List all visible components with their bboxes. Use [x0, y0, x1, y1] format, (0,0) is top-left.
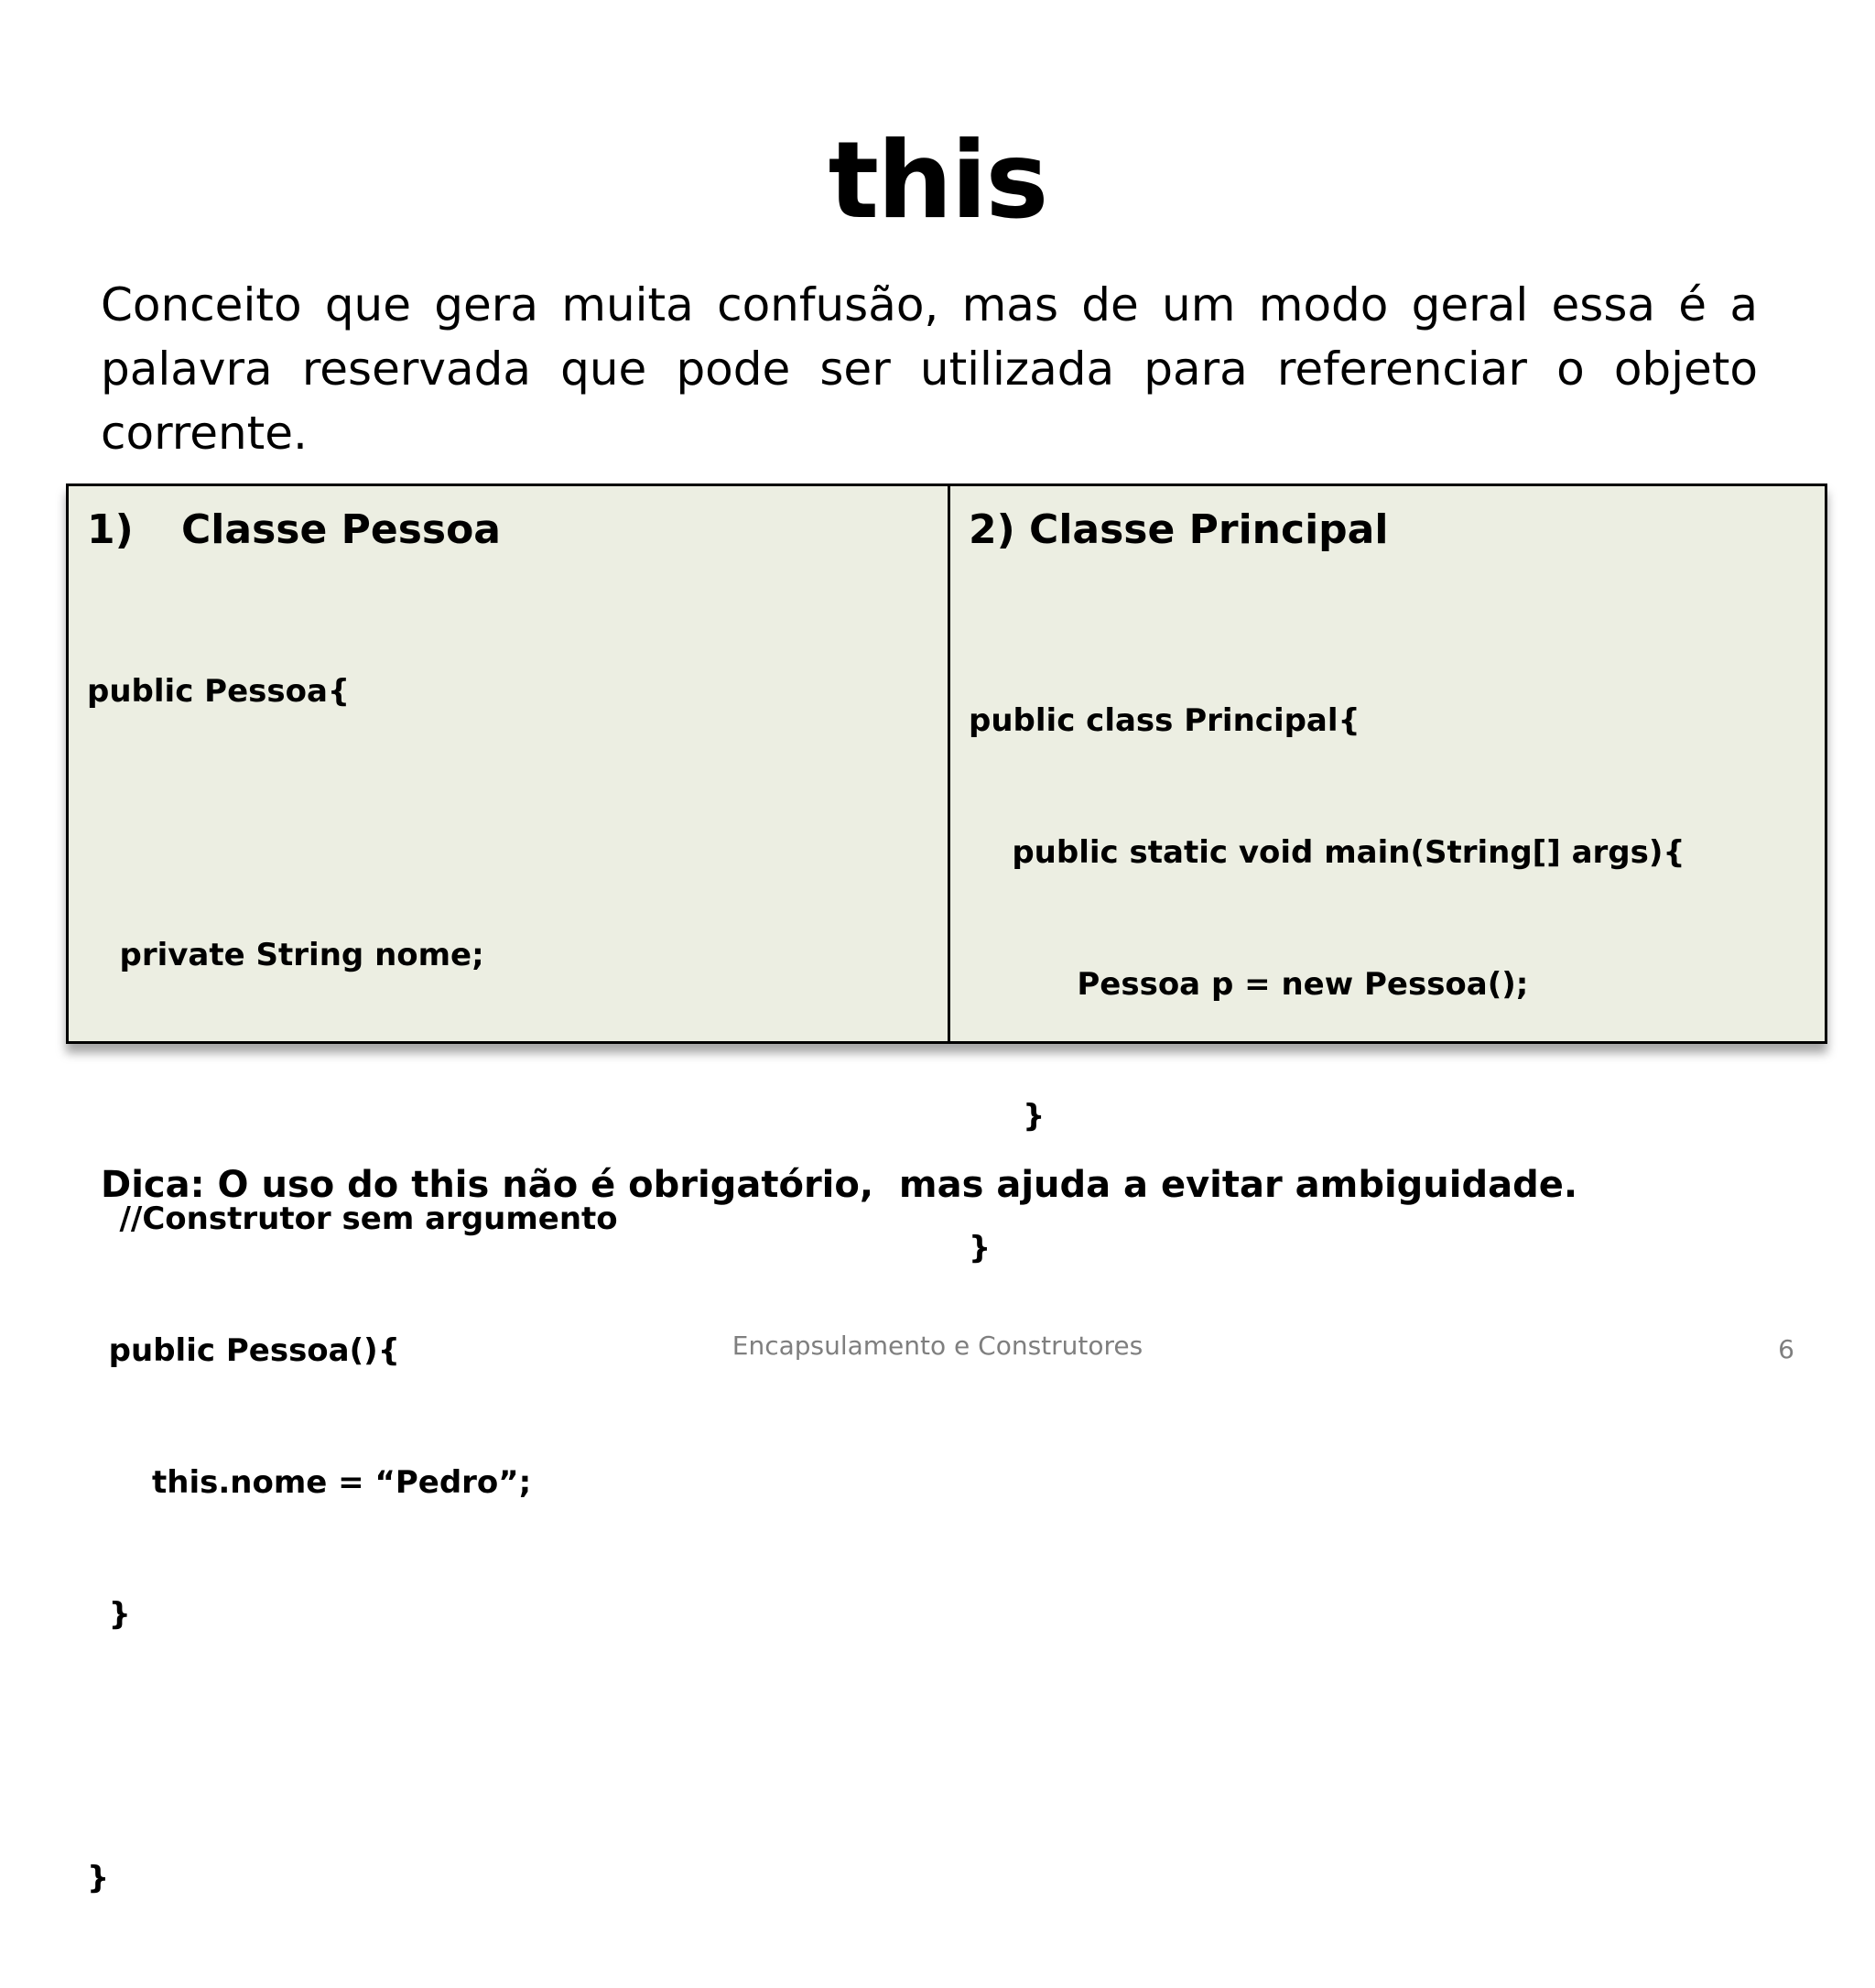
code-line — [87, 1065, 618, 1109]
code-line: } — [87, 1860, 110, 1896]
page-number: 6 — [1778, 1334, 1794, 1364]
intro-paragraph: Conceito que gera muita confusão, mas de um modo geral essa é a palavra reservada que pode ser utilizada para referenciar o objeto corrente. — [101, 278, 1758, 460]
code-line: public class Principal{ — [969, 702, 1360, 739]
tip-text: Dica: O uso do this não é obrigatório, mas ajuda a evitar ambiguidade. — [101, 1164, 1578, 1206]
code-line — [87, 1724, 618, 1768]
principal-heading: 2) Classe Principal — [969, 506, 1389, 553]
code-line: } — [969, 1098, 1046, 1135]
pessoa-code-block — [87, 581, 618, 1988]
slide-title: this — [828, 119, 1047, 243]
code-line: } — [969, 1230, 992, 1266]
slide-footer: Encapsulamento e Construtores — [732, 1331, 1143, 1361]
code-line: } — [87, 1596, 131, 1633]
pessoa-heading-number: 1) — [87, 506, 134, 553]
principal-code-block — [969, 611, 1685, 1358]
code-line: public static void main(String[] args){ — [969, 834, 1685, 871]
principal-class-cell — [950, 486, 1825, 1266]
code-line: public Pessoa(){ — [87, 1332, 400, 1369]
pessoa-heading — [87, 505, 501, 556]
code-line: private String nome; — [87, 937, 484, 973]
code-line: this.nome = “Pedro”; — [87, 1464, 532, 1501]
code-line — [87, 801, 618, 845]
code-line: //Construtor sem argumento — [87, 1200, 618, 1237]
code-line: public Pessoa{ — [87, 673, 351, 710]
pessoa-heading-text: Classe Pessoa — [181, 506, 501, 553]
code-line: Pessoa p = new Pessoa(); — [969, 966, 1529, 1003]
